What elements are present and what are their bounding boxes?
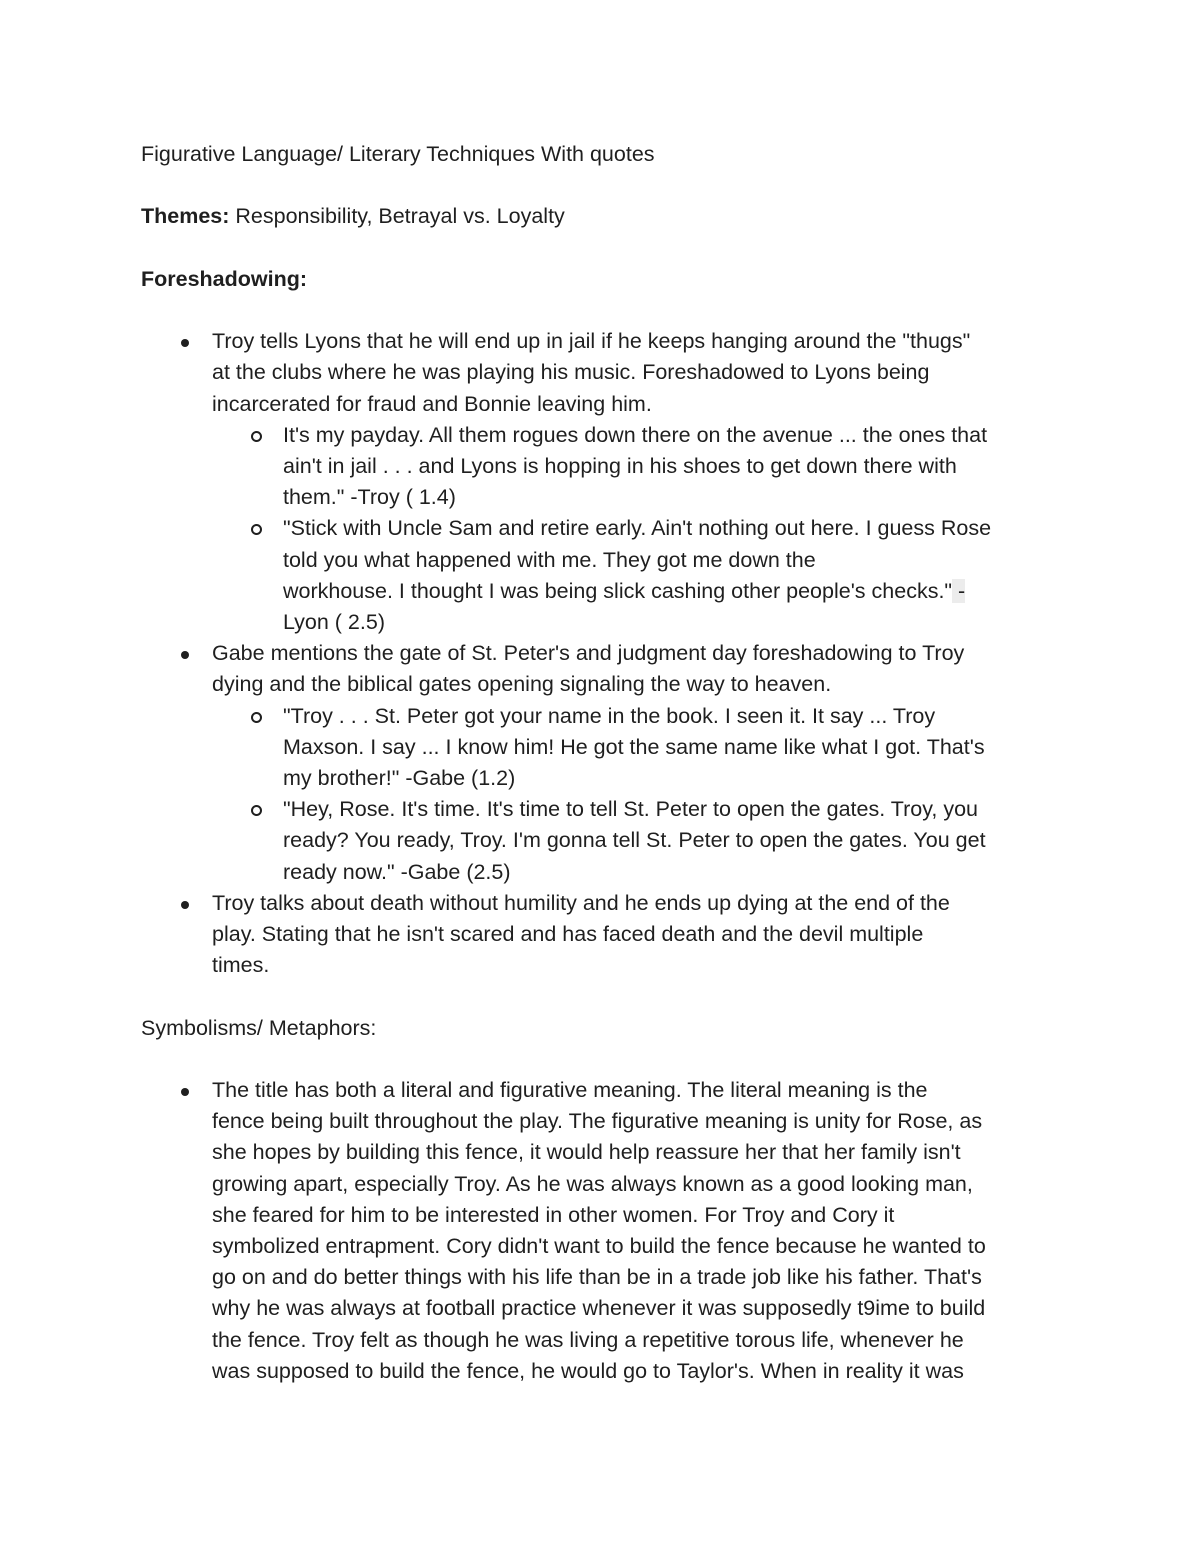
bullet-disc-icon <box>181 1088 189 1096</box>
bullet-circle-icon <box>251 712 262 723</box>
text-line: she hopes by building this fence, it would help reassure her that her family isn't <box>212 1140 961 1165</box>
text-line: growing apart, especially Troy. As he was always known as a good looking man, <box>212 1171 973 1196</box>
spacer <box>141 233 1071 264</box>
text-segment: workhouse. I thought I was being slick cashing other people's checks." <box>283 578 953 603</box>
text-line: incarcerated for fraud and Bonnie leaving him. <box>212 391 652 416</box>
text-line: told you what happened with me. They got me down the <box>283 547 816 572</box>
bullet-circle-icon <box>251 805 262 816</box>
foreshadowing-bullet-1 <box>141 326 1071 420</box>
text-line: times. <box>212 953 270 978</box>
text-line: go on and do better things with his life than be in a trade job like his father. That's <box>212 1265 982 1290</box>
text-line: ain't in jail . . . and Lyons is hopping in his shoes to get down there with <box>283 453 957 478</box>
text-line: play. Stating that he isn't scared and has faced death and the devil multiple <box>212 922 924 947</box>
symbolisms-bullet-1 <box>141 1075 1071 1387</box>
bullet-circle-icon <box>251 524 262 535</box>
text-line: symbolized entrapment. Cory didn't want to build the fence because he wanted to <box>212 1234 986 1259</box>
text-line: why he was always at football practice whenever it was supposedly t9ime to build <box>212 1296 986 1321</box>
bullet-disc-icon <box>181 651 189 659</box>
symbolisms-heading: Symbolisms/ Metaphors: <box>141 1015 377 1040</box>
bullet-disc-icon <box>181 901 189 909</box>
text-line: ready? You ready, Troy. I'm gonna tell St. Peter to open the gates. You get <box>283 828 986 853</box>
text-line: Gabe mentions the gate of St. Peter's and judgment day foreshadowing to Troy <box>212 641 965 666</box>
spacer <box>141 981 1071 1012</box>
foreshadowing-bullet-2-quote-2 <box>141 794 1071 888</box>
text-line: them." -Troy ( 1.4) <box>283 485 456 510</box>
text-line: The title has both a literal and figurative meaning. The literal meaning is the <box>212 1078 928 1103</box>
themes-label: Themes: <box>141 204 230 229</box>
foreshadowing-bullet-2-quote-1 <box>141 701 1071 795</box>
text-line: It's my payday. All them rogues down there on the avenue ... the ones that <box>283 422 988 447</box>
text-line: was supposed to build the fence, he would go to Taylor's. When in reality it was <box>212 1358 964 1383</box>
text-line <box>283 576 1071 607</box>
foreshadowing-bullet-1-quote-2 <box>141 513 1071 638</box>
themes-text: Responsibility, Betrayal vs. Loyalty <box>229 204 565 229</box>
text-line: Lyon ( 2.5) <box>283 610 385 634</box>
text-line: fence being built throughout the play. The figurative meaning is unity for Rose, as <box>212 1109 983 1134</box>
spacer <box>141 1044 1071 1075</box>
text-line: Troy tells Lyons that he will end up in jail if he keeps hanging around the "thugs" <box>212 329 971 354</box>
text-line: the fence. Troy felt as though he was living a repetitive torous life, whenever he <box>212 1327 964 1352</box>
foreshadowing-bullet-2 <box>141 638 1071 700</box>
text-line: "Hey, Rose. It's time. It's time to tell St. Peter to open the gates. Troy, you <box>283 797 978 822</box>
text-line: dying and the biblical gates opening signaling the way to heaven. <box>212 672 832 697</box>
text-line: she feared for him to be interested in other women. For Troy and Cory it <box>212 1202 895 1227</box>
foreshadowing-bullet-3 <box>141 888 1071 982</box>
bullet-circle-icon <box>251 431 262 442</box>
text-line: Maxson. I say ... I know him! He got the same name like what I got. That's <box>283 734 985 759</box>
bullet-disc-icon <box>181 339 189 347</box>
text-line: Troy talks about death without humility and he ends up dying at the end of the <box>212 890 950 915</box>
foreshadowing-bullet-1-quote-1 <box>141 420 1071 514</box>
foreshadowing-heading: Foreshadowing: <box>141 266 308 291</box>
spacer <box>141 170 1071 201</box>
highlighted-text: - <box>952 578 966 603</box>
themes-line <box>141 201 1071 232</box>
text-line: "Troy . . . St. Peter got your name in the book. I seen it. It say ... Troy <box>283 703 936 728</box>
document-page <box>141 139 1071 1387</box>
text-line: my brother!" -Gabe (1.2) <box>283 766 516 791</box>
text-line: at the clubs where he was playing his music. Foreshadowed to Lyons being <box>212 360 930 385</box>
text-line: ready now." -Gabe (2.5) <box>283 859 511 884</box>
spacer <box>141 295 1071 326</box>
document-title: Figurative Language/ Literary Techniques With quotes <box>141 142 655 166</box>
text-line: "Stick with Uncle Sam and retire early. Ain't nothing out here. I guess Rose <box>283 516 992 541</box>
